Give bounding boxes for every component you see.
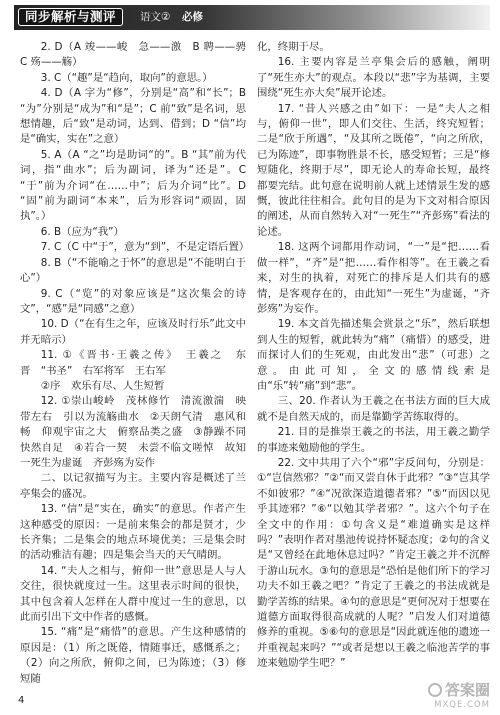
- answer-item: ②序 欢乐有尽、人生短暂: [40, 379, 165, 392]
- right-column: [257, 40, 490, 672]
- answer-item: 21. 目的是推崇王羲之的书法，用王羲之勤学的事迹来勉励他的学生。: [257, 426, 490, 454]
- answer-item: 2. D（A 竣——峻 急——激 B 聘——骋 C 殇——觞）: [20, 41, 257, 69]
- section-heading-item: 二、以记叙描写为主。主要内容是概述了兰亭集会的盛况。: [20, 472, 246, 500]
- watermark-name: 答案圈: [444, 681, 490, 699]
- watermark: [428, 679, 490, 710]
- answer-item: 6. B（应为“我”）: [40, 225, 124, 238]
- answer-item: 3. C（“趣”是“趋向，取向”的意思。）: [40, 71, 213, 84]
- answer-item: 5. A（A “之”均是助词“的”。B “其”前为代词，指“曲水”；后为副词，译为“还是”。C “于”前为介词“在……中”；后为介词“比”。D “固”前为副词“本来”，后为形容词“顽固，固执”。）: [20, 148, 246, 223]
- answer-continuation: 化，终期于尽。: [257, 41, 330, 53]
- answer-item: 8. B（“不能喻之于怀”的意思是“不能明白于心”）: [20, 256, 246, 285]
- answer-item: 7. C（C 中“于”，意为“到”，不是定语后置）: [40, 241, 250, 254]
- answer-item: 19. 本文首先描述集会赏景之“乐”，然后联想到人生的短暂，就此转为“痛”（痛惜）的感受，进而探讨人们的生死观，由此发出“悲”（可悲）之意。由此可知，全文的感情线索是由“乐”转“痛”到“悲”。: [257, 318, 490, 392]
- answer-item: 10. D（“在有生之年，应该及时行乐”此文中并无暗示）: [20, 318, 246, 346]
- answer-item: 11. ①《晋书·王羲之传》 王羲之 东晋 “书圣” 右军将军 王右军: [20, 349, 246, 377]
- series-title: 同步解析与测评: [18, 8, 123, 26]
- answer-item: 9. C（“览”的对象应该是“这次集会的诗文”，“感”是“同感”之意）: [20, 287, 246, 315]
- answer-item: 13. “信”是“实在，确实”的意思。作者产生这种感受的原因：一是前来集会的都是贤才，少长齐集；二是集会的地点环境优美；三是集会时的活动雅洁有趣；四是集会当天的天气晴朗。: [20, 503, 246, 562]
- watermark-logo-icon: [428, 683, 442, 697]
- answer-item: 18. 这两个词都用作动词，“一”是“把……看做一样”，“齐”是“把……看作相等”。在王羲之看来，对生的执着，对死亡的排斥是人们共有的感情，是客观存在的，由此知“一死生”为虚诞，“齐彭殇”为妄作。: [257, 241, 490, 315]
- section-heading-item: 三、20. 作者认为王羲之在书法方面的巨大成就不是自然天成的，而是靠勤学苦练取得的。: [257, 395, 490, 423]
- page-number: 4: [18, 695, 25, 706]
- answer-item: 15. “痛”是“痛惜”的意思。产生这种感情的原因是：（1）所之既倦，情随事迁，感慨系之；（2）向之所欣，俯仰之间，已为陈迹；（3）修短随: [20, 626, 246, 685]
- answer-item: 17. “昔人兴感之由”如下：一是“夫人之相与，俯仰一世”，即人们交往、生活，终究短暂；二是“欣于所遇”，“及其所之既倦”，“向之所欣，已为陈迹”，即事物胜景不长，感受短暂；三是“修短随化，终期于尽”，即无论人的寿命长短，最终都要完结。此句意在说明前人就上述情景生发的感慨，彼此往往相合。此句目的是为下文对相合原因的阐述，从而自然转入对“一死生”“齐彭殇”看法的论述。: [257, 102, 490, 238]
- level-label: 必修: [182, 11, 203, 23]
- answer-item: 14. “夫人之相与，俯仰一世”意思是人与人交往，很快就度过一生。这里表示时间的很快，其中包含着人怎样在人群中度过一生的意思，以此而引出下文中作者的感慨。: [20, 564, 246, 624]
- subject-label: 语文②: [140, 11, 171, 23]
- left-column: [20, 40, 257, 687]
- answer-item: 4. D（A 字为“修”，分别是“高”和“长”；B “为”分别是“成为”和“是”；C 前“致”是名词，思想情趣，后“致”是动词，达到、借到；D “信”均是“确实，实在”之意）: [20, 87, 246, 146]
- page-header: [14, 5, 490, 30]
- answer-item: 16. 主要内容是兰亭集会后的感触，阐明了“死生亦大”的观点。本段以“悲”字为基调，主要围绕“死生亦大矣”展开论述。: [257, 56, 490, 100]
- answer-item: 12. ①崇山峻岭 茂林修竹 清流激湍 映带左右 引以为流觞曲水 ②天朗气清 惠风和畅 仰观宇宙之大 俯察品类之盛 ③静躁不同 快然自足 ④若合一契 未尝不临文嗟悼 故知一死生为虚诞 齐彭殇为妄作: [20, 395, 257, 469]
- answer-item: 22. 文中共用了六个“邪”字反问句，分别是：①“岂信然邪？”②“而又尝自休于此邪？”③“岂其学不如彼邪？”④“况欲深造道德者邪？”⑤“而因以见乎其迹邪？”⑥“以勉其学者邪？”。这六个句子在全文中的作用：①句含义是“难道确实是这样吗？”表明作者对墨池传说持怀疑态度；②句的含义是“又曾经在此地休息过吗？”肯定王羲之并不沉醉于游山玩水。③句的意思是“恐怕是他们所下的学习功夫不如王羲之吧？”肯定了王羲之的书法成就是勤学苦练的结果。④句的意思是“更何况对于想要在道德方面取得很高成就的人呢？”启发人们对道德修养的重视。⑤⑥句的意思是“因此就连他的遗迹一并重视起来吗？”“或者是想以王羲之临池苦学的事迹来勉励学生吧？”: [257, 456, 490, 670]
- watermark-site: MXQE.COM: [434, 700, 490, 710]
